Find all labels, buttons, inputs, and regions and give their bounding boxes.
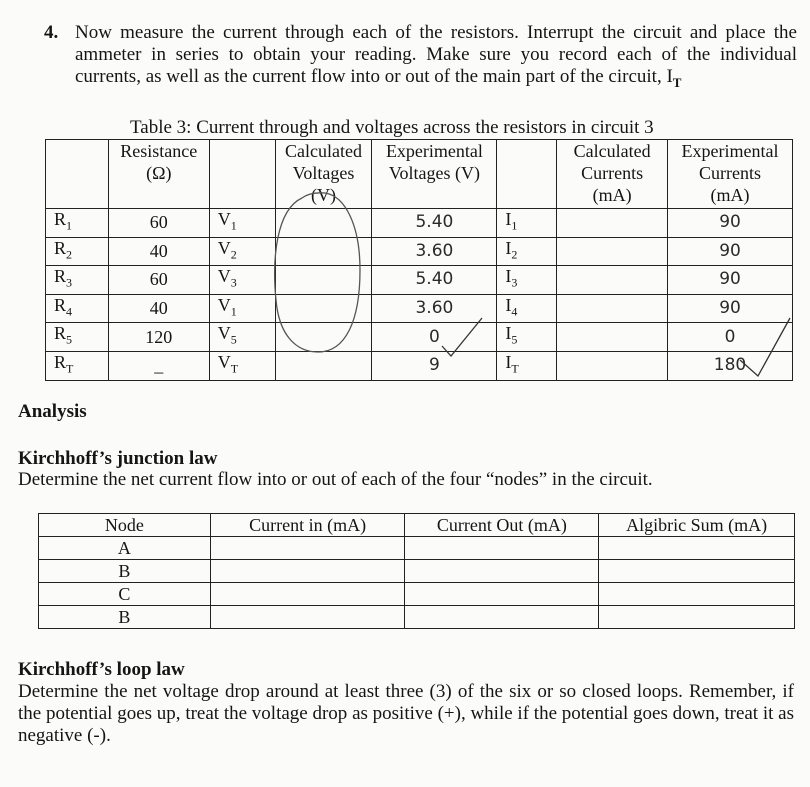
calculated-voltage bbox=[275, 266, 372, 295]
calculated-voltage bbox=[275, 209, 372, 238]
calculated-voltage bbox=[275, 323, 372, 352]
voltage-label: $V_T$ bbox=[209, 351, 275, 380]
junction-row bbox=[39, 583, 795, 606]
junction-law-title: Kirchhoff’s junction law bbox=[18, 448, 218, 469]
junction-row bbox=[39, 606, 795, 629]
loop-law-title: Kirchhoff’s loop law bbox=[18, 659, 185, 680]
experimental-current: 90 bbox=[668, 266, 793, 295]
current-label: $I_3$ bbox=[497, 266, 557, 295]
calculated-voltage bbox=[275, 294, 372, 323]
question-number: 4. bbox=[44, 22, 59, 43]
algebraic-sum-cell bbox=[599, 560, 795, 583]
current-in-cell bbox=[210, 606, 405, 629]
header-resistance: Resistance (Ω) bbox=[108, 140, 209, 209]
voltage-label: $V_1$ bbox=[209, 294, 275, 323]
resistor-label: $R_4$ bbox=[46, 294, 109, 323]
voltage-label: $V_3$ bbox=[209, 266, 275, 295]
current-in-cell bbox=[210, 560, 405, 583]
header-calculated-currents: Calculated Currents (mA) bbox=[557, 140, 668, 209]
current-out-cell bbox=[405, 583, 599, 606]
resistance-value: 60 bbox=[108, 266, 209, 295]
junction-row bbox=[39, 560, 795, 583]
table3-row bbox=[46, 237, 793, 266]
resistance-value: 40 bbox=[108, 294, 209, 323]
calculated-current bbox=[557, 351, 668, 380]
table3-row bbox=[46, 209, 793, 238]
current-label: $I_4$ bbox=[497, 294, 557, 323]
table3-row bbox=[46, 294, 793, 323]
resistor-label: $R_5$ bbox=[46, 323, 109, 352]
experimental-current: 90 bbox=[668, 237, 793, 266]
loop-law-instruction: Determine the net voltage drop around at least three (3) of the six or so closed loops. Remember, if the potential goes up, treat the voltage drop as positive (+), while if the potential goes down, treat it as negative (-). bbox=[18, 681, 794, 746]
resistor-label: $R_2$ bbox=[46, 237, 109, 266]
algebraic-sum-cell bbox=[599, 606, 795, 629]
current-label: $I_T$ bbox=[497, 351, 557, 380]
junction-row bbox=[39, 537, 795, 560]
calculated-current bbox=[557, 266, 668, 295]
experimental-current: 90 bbox=[668, 294, 793, 323]
node-label: C bbox=[39, 583, 211, 606]
calculated-current bbox=[557, 323, 668, 352]
table3-caption: Table 3: Current through and voltages across the resistors in circuit 3 bbox=[130, 117, 654, 138]
calculated-current bbox=[557, 237, 668, 266]
current-in-cell bbox=[210, 583, 405, 606]
table3 bbox=[45, 139, 793, 381]
node-label: A bbox=[39, 537, 211, 560]
algebraic-sum-cell bbox=[599, 537, 795, 560]
resistance-value: 60 bbox=[108, 209, 209, 238]
resistance-value: 40 bbox=[108, 237, 209, 266]
current-label: $I_1$ bbox=[497, 209, 557, 238]
current-out-cell bbox=[405, 537, 599, 560]
header-node: Node bbox=[39, 514, 211, 537]
header-experimental-currents: Experimental Currents (mA) bbox=[668, 140, 793, 209]
header-calculated-voltages: Calculated Voltages (V) bbox=[275, 140, 372, 209]
node-label: B bbox=[39, 560, 211, 583]
junction-law-instruction: Determine the net current flow into or out of each of the four “nodes” in the circuit. bbox=[18, 469, 653, 490]
table3-row bbox=[46, 351, 793, 380]
resistance-value: 120 bbox=[108, 323, 209, 352]
experimental-voltage: 5.40 bbox=[372, 266, 497, 295]
experimental-current: 90 bbox=[668, 209, 793, 238]
table3-row bbox=[46, 266, 793, 295]
voltage-label: $V_1$ bbox=[209, 209, 275, 238]
current-out-cell bbox=[405, 560, 599, 583]
calculated-current bbox=[557, 209, 668, 238]
current-label: $I_2$ bbox=[497, 237, 557, 266]
junction-header-row bbox=[39, 514, 795, 537]
calculated-voltage bbox=[275, 237, 372, 266]
algebraic-sum-cell bbox=[599, 583, 795, 606]
experimental-voltage: 0 bbox=[372, 323, 497, 352]
experimental-voltage: 3.60 bbox=[372, 294, 497, 323]
node-label: B bbox=[39, 606, 211, 629]
experimental-current: 0 bbox=[668, 323, 793, 352]
junction-table bbox=[38, 513, 795, 629]
resistance-value: _ bbox=[108, 351, 209, 380]
header-experimental-voltages: Experimental Voltages (V) bbox=[372, 140, 497, 209]
header-current-out: Current Out (mA) bbox=[405, 514, 599, 537]
calculated-voltage bbox=[275, 351, 372, 380]
resistor-label: $R_T$ bbox=[46, 351, 109, 380]
current-out-cell bbox=[405, 606, 599, 629]
voltage-label: $V_5$ bbox=[209, 323, 275, 352]
experimental-voltage: 9 bbox=[372, 351, 497, 380]
resistor-label: $R_1$ bbox=[46, 209, 109, 238]
header-current-in: Current in (mA) bbox=[210, 514, 405, 537]
analysis-heading: Analysis bbox=[18, 401, 87, 422]
table3-header-row bbox=[46, 140, 793, 209]
calculated-current bbox=[557, 294, 668, 323]
current-label: $I_5$ bbox=[497, 323, 557, 352]
experimental-current: 180 bbox=[668, 351, 793, 380]
header-algebraic-sum: Algibric Sum (mA) bbox=[599, 514, 795, 537]
experimental-voltage: 3.60 bbox=[372, 237, 497, 266]
table3-row bbox=[46, 323, 793, 352]
resistor-label: $R_3$ bbox=[46, 266, 109, 295]
current-in-cell bbox=[210, 537, 405, 560]
question-text: Now measure the current through each of the resistors. Interrupt the circuit and place the ammeter in series to obtain your reading. Make sure you record each of the individual currents, as well as the current flow into or out of the main part of the circuit, $I_T$ bbox=[75, 22, 797, 90]
voltage-label: $V_2$ bbox=[209, 237, 275, 266]
experimental-voltage: 5.40 bbox=[372, 209, 497, 238]
